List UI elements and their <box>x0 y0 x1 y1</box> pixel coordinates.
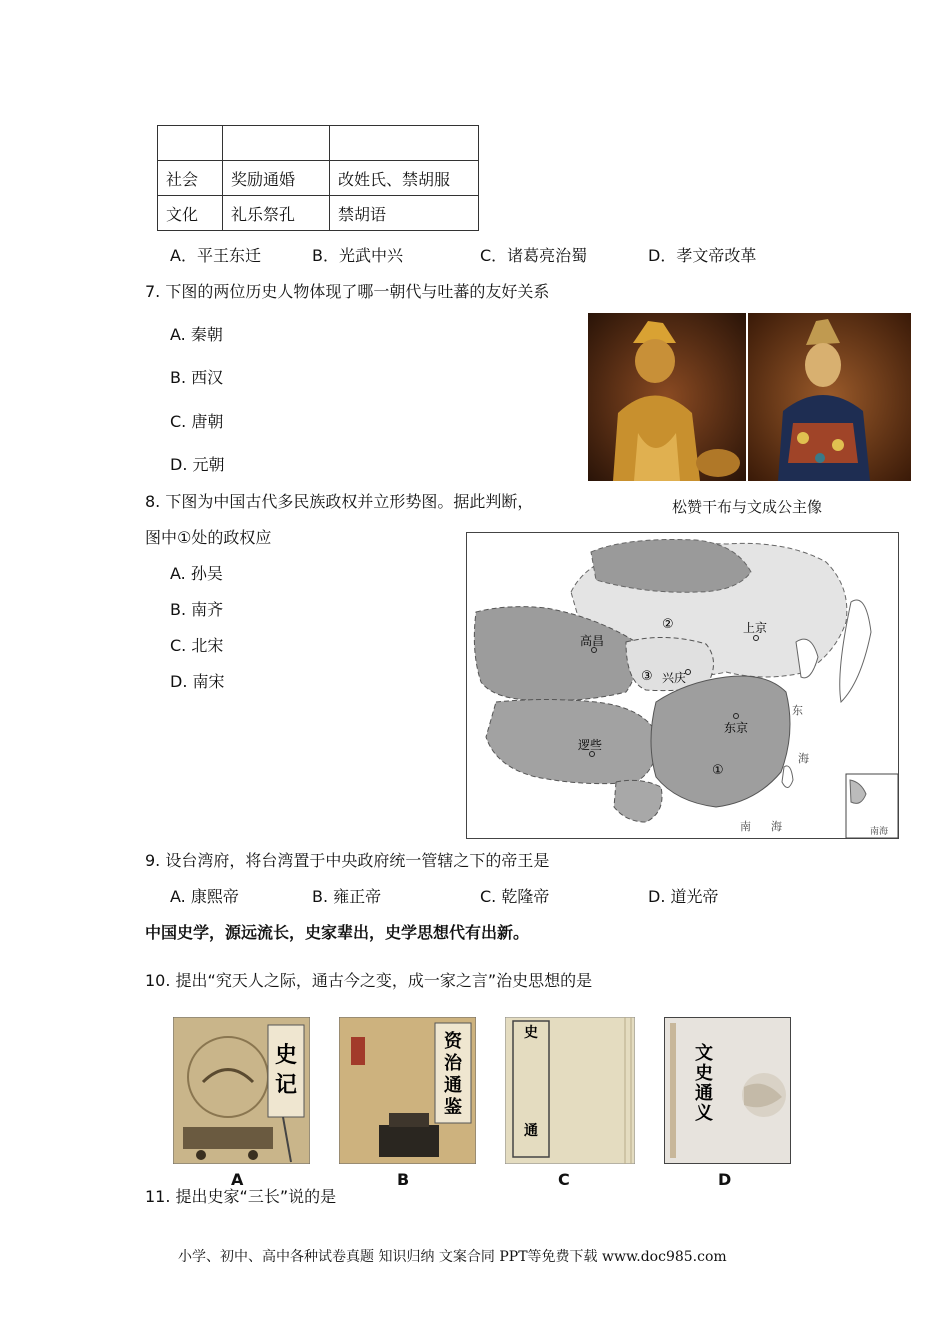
page-footer: 小学、初中、高中各种试卷真题 知识归纳 文案合同 PPT等免费下载 www.doc985.com <box>178 1249 727 1265</box>
q7-option-c[interactable]: C. 唐朝 <box>170 412 224 431</box>
q9-option-d[interactable]: D. 道光帝 <box>648 887 719 906</box>
svg-text:资: 资 <box>444 1031 462 1052</box>
svg-text:义: 义 <box>695 1103 713 1124</box>
book-c-title-1: 史 <box>524 1025 538 1041</box>
svg-text:通: 通 <box>695 1083 713 1104</box>
map-label-3: ③ <box>641 669 653 684</box>
table-cell <box>223 126 330 161</box>
q8-option-b[interactable]: B. 南齐 <box>170 600 224 619</box>
q7-option-a[interactable]: A. 秦朝 <box>170 325 223 344</box>
book-zizhitongjian-cover[interactable] <box>339 1017 476 1164</box>
map-label-1: ① <box>712 763 724 778</box>
q8-stem-line2: 图中①处的政权应 <box>145 528 272 547</box>
q9-option-a[interactable]: A. 康熙帝 <box>170 887 239 906</box>
table-cell: 奖励通婚 <box>223 161 330 196</box>
book-c-label: C <box>558 1170 570 1189</box>
q7-option-b[interactable]: B. 西汉 <box>170 368 224 387</box>
comparison-table <box>157 125 479 231</box>
svg-text:史: 史 <box>695 1063 713 1084</box>
book-shiji-title-2: 记 <box>274 1072 298 1098</box>
map-label-xingqing: 兴庆 <box>662 671 687 685</box>
map-label-dong: 东 <box>792 704 803 717</box>
q11-stem: 11. 提出史家“三长”说的是 <box>145 1187 337 1206</box>
book-shiji-title-1: 史 <box>274 1042 298 1068</box>
book-d-label: D <box>718 1170 732 1189</box>
table-cell: 禁胡语 <box>330 196 479 231</box>
table-row <box>158 126 479 161</box>
table-cell <box>330 126 479 161</box>
book-shiji-cover[interactable] <box>173 1017 310 1164</box>
table-row <box>158 161 479 196</box>
book-shitong-cover[interactable] <box>505 1017 635 1164</box>
q7-stem: 7. 下图的两位历史人物体现了哪一朝代与吐蕃的友好关系 <box>145 282 550 301</box>
map-label-luoxie: 逻些 <box>578 738 603 752</box>
q8-option-c[interactable]: C. 北宋 <box>170 636 224 655</box>
table-cell: 社会 <box>158 161 223 196</box>
q6-option-c[interactable]: C．诸葛亮治蜀 <box>480 246 588 265</box>
map-label-hai2: 海 <box>771 820 782 833</box>
book-b-label: B <box>397 1170 410 1189</box>
q6-option-b[interactable]: B．光武中兴 <box>312 246 403 265</box>
regimes-map <box>466 532 899 839</box>
map-label-nanhai: 南海 <box>870 827 889 837</box>
table-cell <box>158 126 223 161</box>
svg-text:鉴: 鉴 <box>444 1097 462 1118</box>
q8-option-d[interactable]: D. 南宋 <box>170 672 225 691</box>
book-c-title-2: 通 <box>524 1123 538 1139</box>
q8-stem-line1: 8. 下图为中国古代多民族政权并立形势图。据此判断， <box>145 492 534 511</box>
q7-option-d[interactable]: D. 元朝 <box>170 455 225 474</box>
q9-stem: 9. 设台湾府，将台湾置于中央政府统一管辖之下的帝王是 <box>145 851 550 870</box>
map-label-dongjing: 东京 <box>724 721 749 735</box>
q9-option-c[interactable]: C. 乾隆帝 <box>480 887 550 906</box>
svg-text:文: 文 <box>695 1043 713 1064</box>
q6-option-d[interactable]: D．孝文帝改革 <box>648 246 757 265</box>
q6-option-a[interactable]: A．平王东迁 <box>170 246 261 265</box>
section-intro: 中国史学，源远流长，史家辈出，史学思想代有出新。 <box>145 923 530 942</box>
q8-option-a[interactable]: A. 孙吴 <box>170 564 223 583</box>
map-label-gaochang: 高昌 <box>580 634 605 648</box>
map-label-hai: 海 <box>798 752 809 765</box>
svg-text:通: 通 <box>444 1075 462 1096</box>
table-cell: 改姓氏、禁胡服 <box>330 161 479 196</box>
q9-option-b[interactable]: B. 雍正帝 <box>312 887 382 906</box>
statues-caption: 松赞干布与文成公主像 <box>672 498 823 516</box>
book-a-label: A <box>231 1170 244 1189</box>
map-label-2: ② <box>662 617 674 632</box>
svg-text:治: 治 <box>444 1053 462 1074</box>
q10-stem: 10. 提出“究天人之际，通古今之变，成一家之言”治史思想的是 <box>145 971 593 990</box>
statues-photo <box>588 313 911 481</box>
map-label-shangjing: 上京 <box>743 621 768 635</box>
table-row <box>158 196 479 231</box>
map-label-nan: 南 <box>740 820 751 833</box>
book-wenshitongyi-cover[interactable] <box>664 1017 791 1164</box>
table-cell: 文化 <box>158 196 223 231</box>
table-cell: 礼乐祭孔 <box>223 196 330 231</box>
